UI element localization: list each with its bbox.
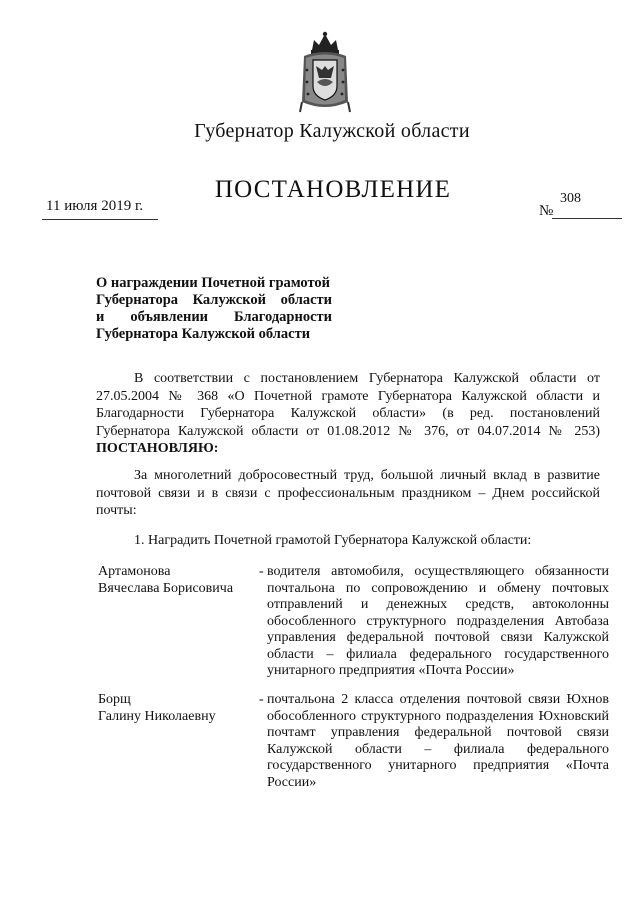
awardee-position-text: почтальона 2 класса отделения почтовой связи Юхнов обособленного структурного подразделения Юхновский почтамт управления федеральной почтовой связи Калужской области – филиала федерального государственного унитарного предприятия «Почта России» — [267, 692, 609, 790]
subject-line-1: О награждении Почетной грамотой — [96, 275, 331, 291]
document-type-title: ПОСТАНОВЛЕНИЕ — [214, 176, 452, 203]
document-number: 308 — [560, 191, 581, 206]
resolve-word: ПОСТАНОВЛЯЮ: — [96, 441, 219, 456]
awardee-position-text: водителя автомобиля, осуществляющего обязанности почтальона по сопровождению и обмену почтовых отправлений и денежных средств, автоколонны обособленного структурного подразделения Автобаза управления федеральной почтовой связи Калужской области – филиала федерального государственного унитарного предприятия «Почта России» — [267, 564, 609, 678]
document-date: 11 июля 2019 г. — [46, 198, 144, 214]
awardee-position — [259, 564, 609, 680]
issuing-authority: Губернатор Калужской области — [194, 120, 470, 142]
awardee-position — [259, 692, 609, 791]
kaluga-coat-of-arms-icon — [298, 30, 352, 114]
awardee-name — [98, 692, 248, 725]
document-subject — [96, 275, 332, 343]
list-dash: - — [259, 564, 264, 579]
number-label: № — [539, 203, 554, 219]
preamble-text: В соответствии с постановлением Губернатора Калужской области от 27.05.2004 № 368 «О Почетной грамоте Губернатора Калужской области и Благодарности Губернатора Калужской области» (в ред. постановлений Губернатора Калужской области от 01.08.2012 № 376, от 04.07.2014 № 253) — [96, 371, 600, 439]
number-underline — [552, 218, 622, 219]
subject-line-4: Губернатора Калужской области — [96, 326, 311, 342]
reason-paragraph: За многолетний добросовестный труд, большой личный вклад в развитие почтовой связи и в связи с профессиональным праздником – Днем российской почты: — [96, 468, 600, 518]
awardee-surname: Артамонова — [98, 564, 171, 579]
preamble-paragraph — [96, 370, 600, 458]
subject-line-2: Губернатора Калужской области — [96, 292, 332, 308]
awardee-given-name: Галину Николаевну — [98, 708, 216, 724]
awardee-given-name: Вячеслава Борисовича — [98, 580, 234, 596]
item-1-heading: 1. Наградить Почетной грамотой Губернатора Калужской области: — [134, 533, 532, 548]
awardee-surname: Борщ — [98, 692, 131, 707]
date-underline — [42, 219, 158, 220]
subject-line-3: и объявлении Благодарности — [96, 309, 332, 325]
list-dash: - — [259, 692, 264, 707]
awardee-name — [98, 564, 248, 597]
